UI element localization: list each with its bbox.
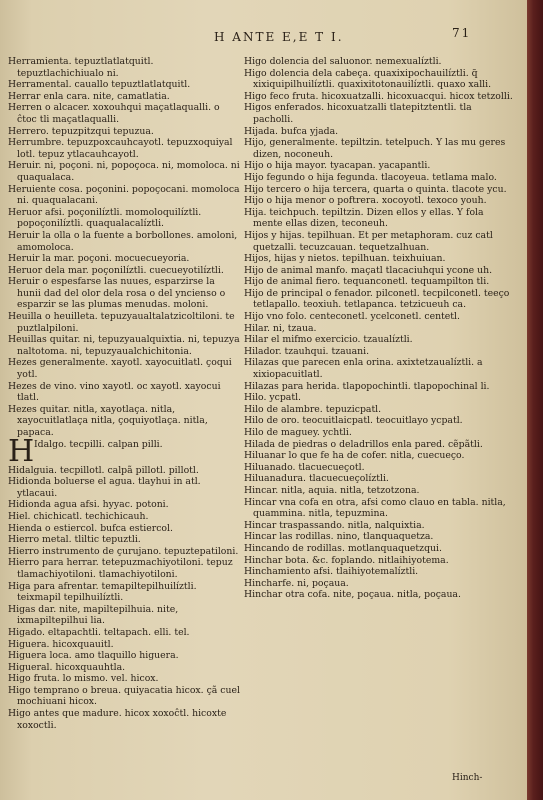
- dictionary-entry: Hilo de oro. teocuitlaicpatl. teocuitlayo ycpatl.: [244, 415, 463, 427]
- dictionary-entry: Hijo de animal manfo. maçatl tlacaciuhqui ycone uh.: [244, 264, 493, 276]
- dictionary-entry: Higo temprano o breua. quiyacatia hicox. çã cuel mochiuani hicox.: [8, 684, 240, 708]
- section-first-entry: Idalgo. tecpilli. calpan pilli.: [34, 438, 163, 450]
- dictionary-entry: Hincando de rodillas. motlanquaquetzqui.: [244, 542, 442, 554]
- dictionary-entry: Hezes quitar. nitla, xayotlaça. nitla, xayocuitlatlaça nitla, çoquiyotlaça. nitla, papaca.: [8, 403, 208, 438]
- dictionary-entry: Hilador. tzauhqui. tzauani.: [244, 345, 370, 357]
- dictionary-entry: Hiluanadura. tlacuecueçolíztli.: [244, 473, 389, 485]
- dictionary-entry: Hidalguia. tecpillotl. calpã pillotl. pillotl.: [8, 464, 199, 476]
- dictionary-entry: Higas dar. nite, mapiltepilhuia. nite, ixmapiltepilhui lia.: [8, 603, 179, 627]
- dictionary-entry: Herrero. tepuzpitzqui tepuzua.: [8, 125, 154, 137]
- dictionary-entry: Herramienta. tepuztlatlatquitl. tepuztlachichiualo ni.: [8, 56, 154, 79]
- drop-initial: H: [8, 433, 35, 469]
- dictionary-entry: Higueral. hicoxquauhtla.: [8, 661, 126, 673]
- dictionary-entry: Hierro instrumento de çurujano. tepuztepatiloni.: [8, 545, 239, 557]
- dictionary-entry: Hijo tercero o hija tercera, quarta o quinta. tlacote ycu.: [244, 183, 507, 195]
- dictionary-entry: Hijo, generalmente. tepiltzin. tetelpuch. Y las mu geres dizen, noconeuh.: [244, 137, 506, 160]
- dictionary-entry: Hincar. nitla, aquia. nitla, tetzotzona.: [244, 484, 420, 496]
- page-number: 71: [452, 26, 472, 40]
- book-spine: [527, 0, 543, 800]
- section-heading-h: [8, 433, 241, 469]
- dictionary-entry: Hilo. ycpatl.: [244, 392, 302, 404]
- dictionary-entry: Heruor afsi. poçonilíztli. momoloquilíztli. popoçonilíztli. quaqualacalíztli.: [8, 206, 202, 230]
- dictionary-entry: Hienda o estiercol. bufca estiercol.: [8, 522, 173, 534]
- dictionary-entry: Hierro para herrar. tetepuzmachiyotiloni. tepuz tlamachiyotiloni. tlamachiyotiloni.: [8, 557, 233, 580]
- dictionary-entry: Hincar vna cofa en otra, afsi como clauo en tabla. nitla, quammina. nitla, tepuzmina.: [244, 496, 506, 520]
- page-header: [0, 24, 527, 42]
- dictionary-entry: Heruir o espesfarse las nuues, esparzirse la hunii dad del olor dela rosa o del yncienso o esparzir se las plumas menudas. moloni.: [8, 276, 226, 311]
- dictionary-entry: Herrar enla cara. nite, camatlatia.: [8, 90, 170, 102]
- dictionary-entry: Higo dolencia del saluonor. nemexualíztli.: [244, 56, 442, 67]
- dictionary-entry: Higado. eltapachtli. teltapach. elli. tel.: [8, 626, 190, 638]
- dictionary-entry: Higos enferados. hicoxuatzalli tlatepitztentli. tla pacholli.: [244, 102, 472, 125]
- dictionary-entry: Hilazas para herida. tlapopochintli. tlapopochinal li.: [244, 380, 490, 392]
- dictionary-entry: Hinchamiento afsi. tlaihiyotemalíztli.: [244, 566, 419, 578]
- dictionary-entry: Herramental. cauallo tepuztlatlatquitl.: [8, 79, 191, 91]
- dictionary-entry: Hincharfe. ni, poçaua.: [244, 577, 349, 589]
- dictionary-entry: Hija. teichpuch. tepiltzin. Dizen ellos y ellas. Y fola mente ellas dizen, teconeuh.: [244, 206, 484, 230]
- dictionary-entry: Hinchar bota. &c. foplando. nitlaihiyotema.: [244, 554, 449, 566]
- dictionary-entry: Higuera loca. amo tlaquillo higuera.: [8, 650, 179, 662]
- dictionary-entry: Hilo de alambre. tepuzicpatl.: [244, 403, 382, 415]
- dictionary-entry: Hidionda boluerse el agua. tlayhui in atl. ytlacaui.: [8, 476, 201, 499]
- left-entries-a: [8, 56, 241, 439]
- dictionary-entry: Hilar el mifmo exercicio. tzaualíztli.: [244, 334, 413, 346]
- dictionary-entry: Hijo de principal o fenador. pilconetl. tecpilconetl. teeço tetlapallo. teoxiuh. tetlapanca. tetzicueuh ca.: [244, 287, 510, 311]
- running-head: H ANTE E,E T I.: [214, 30, 344, 44]
- dictionary-entry: Hijo o hija menor o poftrera. xocoyotl. texoco youh.: [244, 195, 487, 207]
- dictionary-entry: Higo dolencia dela cabeça. quaxixipochauilíztli. q̃ xixiquipilhuilíztli. quaxixitotonauilíztli. quaxo xalli.: [244, 67, 492, 91]
- dictionary-entry: Hezes generalmente. xayotl. xayocuitlatl. çoqui yotl.: [8, 357, 232, 381]
- left-entries-b: [8, 465, 241, 732]
- dictionary-entry: Heruir la olla o la fuente a borbollones. amoloni, amomoloca.: [8, 229, 238, 253]
- dictionary-entry: Heruor dela mar. poçonilíztli. cuecueyotilíztli.: [8, 264, 224, 276]
- dictionary-entry: Hiluanado. tlacuecueçotl.: [244, 461, 365, 473]
- dictionary-entry: Heuillas quitar. ni, tepuzyaualquixtia. ni, tepuzya naltotoma. ni, tepuzyaualchichitonia.: [8, 334, 240, 357]
- dictionary-entry: Hincar traspassando. nitla, nalquixtia.: [244, 519, 425, 531]
- dictionary-entry: Higuera. hicoxquauitl.: [8, 638, 114, 650]
- catchword: Hinch-: [452, 773, 483, 783]
- dictionary-entry: Higo feco fruta. hicoxuatzalli. hicoxuacqui. hicox tetzolli.: [244, 90, 513, 102]
- dictionary-entry: Hiel. chichicatl. techichicauh.: [8, 510, 149, 522]
- dictionary-entry: Hijo o hija mayor. tyacapan. yacapantli.: [244, 160, 431, 172]
- dictionary-entry: Hilada de piedras o deladrillos enla pared. cẽpãtli.: [244, 438, 483, 450]
- dictionary-entry: Hinchar otra cofa. nite, poçaua. nitla, poçaua.: [244, 589, 461, 601]
- dictionary-entry: Hijo vno folo. centeconetl. ycelconetl. centetl.: [244, 311, 460, 323]
- dictionary-entry: Higo fruta. lo mismo. vel. hicox.: [8, 673, 159, 685]
- dictionary-entry: Hilazas que parecen enla orina. axixtetzaualíztli. a xixiopacuitlatl.: [244, 357, 483, 381]
- dictionary-entry: Higo antes que madure. hicox xoxoĉtl. hicoxte xoxoctli.: [8, 708, 227, 731]
- dictionary-entry: Hiluanar lo que fe ha de cofer. nitla, cuecueço.: [244, 450, 465, 462]
- dictionary-entry: Hidionda agua afsi. hyyac. potoni.: [8, 499, 169, 511]
- dictionary-entry: Hijo fegundo o hija fegunda. tlacoyeua. tetlama malo.: [244, 171, 497, 183]
- dictionary-entry: Hincar las rodillas. nino, tlanquaquetza.: [244, 531, 434, 543]
- dictionary-entry: Heruir la mar. poçoni. mocuecueyoria.: [8, 253, 190, 265]
- dictionary-entry: Hezes de vino. vino xayotl. oc xayotl. xayocui tlatl.: [8, 380, 221, 404]
- dictionary-entry: Herren o alcacer. xoxouhqui maçatlaqualli. o ĉtoc tli maçatlaqualli.: [8, 102, 220, 125]
- dictionary-entry: Hijos, hijas y nietos. tepilhuan. teixhuiuan.: [244, 253, 446, 265]
- dictionary-entry: Heruiente cosa. poçonini. popoçocani. momoloca ni. quaqualacani.: [8, 183, 240, 207]
- dictionary-entry: Hilar. ni, tzaua.: [244, 322, 317, 334]
- dictionary-entry: Hijos y hijas. tepilhuan. Et per metaphoram. cuz catl quetzalli. tecuzcauan. tequetzalhuan.: [244, 229, 493, 253]
- dictionary-entry: Higa para afrentar. temapiltepilhuilíztli. teixmapil tepilhuilíztli.: [8, 580, 197, 604]
- dictionary-entry: Heuilla o heuilleta. tepuzyaualtalatzicoltiloni. te puztlalpiloni.: [8, 311, 235, 334]
- dictionary-entry: Hilo de maguey. ychtli.: [244, 427, 352, 438]
- dictionary-entry: Hijada. bufca yjada.: [244, 125, 339, 137]
- right-entries: [244, 56, 514, 601]
- left-column: [8, 56, 241, 731]
- dictionary-entry: Hierro metal. tliltic tepuztli.: [8, 534, 141, 546]
- right-column: [244, 56, 514, 601]
- dictionary-entry: Hijo de animal fiero. tequanconetl. tequampilton tli.: [244, 276, 490, 288]
- dictionary-entry: Heruir. ni, poçoni. ni, popoçoca. ni, momoloca. ni quaqualaca.: [8, 160, 240, 183]
- dictionary-entry: Herrumbre. tepuzpoxcauhcayotl. tepuzxoquiyal lotl. tepuz ytlacauhcayotl.: [8, 137, 233, 160]
